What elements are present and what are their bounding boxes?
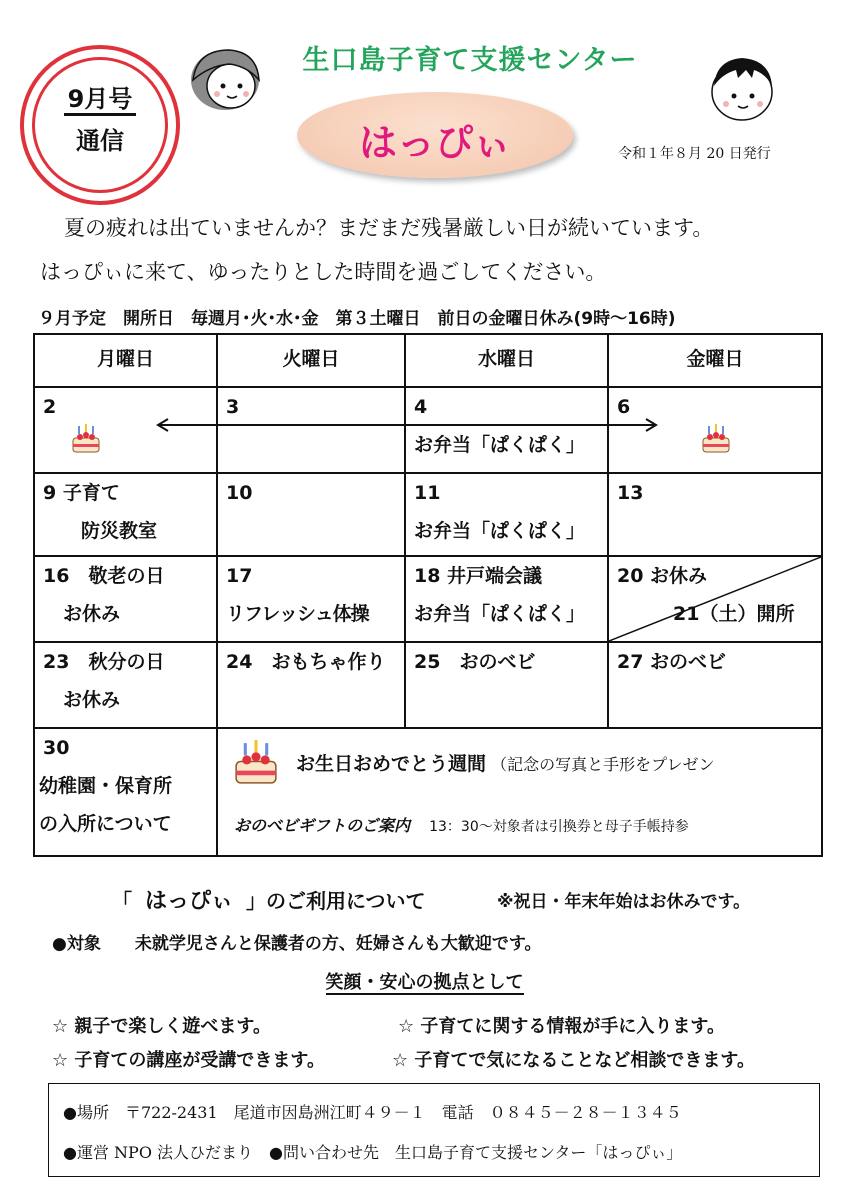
gift-info-note: 13：30～対象者は引換券と母子手帳持参 (429, 819, 689, 835)
date-label: 13 (617, 482, 644, 504)
lunch-note: お弁当「ぱくぱく」 (414, 520, 586, 542)
date-label: 23 秋分の日 (43, 651, 165, 673)
event-label: 幼稚園・保育所 (39, 775, 173, 797)
date-label: 16 敬老の日 (43, 565, 165, 587)
cell-wed-25 (405, 642, 608, 728)
lunch-note: お弁当「ぱくぱく」 (414, 603, 586, 625)
date-label: 30 (43, 737, 70, 759)
date-label: 4 (414, 396, 428, 418)
point-play: ☆ 親子で楽しく遊べます。 (52, 1016, 271, 1037)
issue-stamp (20, 45, 180, 205)
cell-tue-10 (217, 473, 405, 556)
intro-line-1: 夏の疲れは出ていませんか？まだまだ残暑厳しい日が続いています。 (64, 216, 714, 240)
issue-label: 通信 (76, 127, 124, 155)
cell-wed-18 (405, 556, 608, 642)
smile-heading: 笑顔・安心の拠点として (325, 972, 524, 993)
newsletter-title: はっぴぃ (358, 121, 511, 165)
day-header-friday: 金曜日 (608, 334, 822, 387)
birthday-cake-icon (230, 737, 282, 789)
event-label: お休み (63, 603, 121, 625)
day-header-tuesday: 火曜日 (217, 334, 405, 387)
lunch-note: お弁当「ぱくぱく」 (414, 434, 586, 456)
table-header-row (34, 334, 822, 387)
holiday-note: ※祝日・年末年始はお休みです。 (497, 892, 751, 912)
table-row (34, 642, 822, 728)
table-row (34, 473, 822, 556)
event-label: リフレッシュ体操 (226, 603, 369, 625)
point-consult: ☆ 子育てで気になることなど相談できます。 (392, 1050, 755, 1071)
operator-line: ●運営 NPO 法人ひだまり ●問い合わせ先 生口島子育て支援センター「はっぴぃ」 (63, 1143, 683, 1162)
cell-wed-11 (405, 473, 608, 556)
event-label: の入所について (39, 813, 172, 835)
cell-mon-16 (34, 556, 217, 642)
issue-date: 令和１年８月 20 日発行 (618, 146, 771, 162)
day-header-monday: 月曜日 (34, 334, 217, 387)
intro-line-2: はっぴぃに来て、ゆったりとした時間を過ごしてください。 (40, 260, 607, 284)
date-label: 3 (226, 396, 240, 418)
cell-notices (217, 728, 822, 856)
point-courses: ☆ 子育ての講座が受講できます。 (52, 1050, 325, 1071)
date-label: 11 (414, 482, 441, 504)
table-row (34, 728, 822, 856)
date-label: 27 おのべビ (617, 651, 727, 673)
contact-box (48, 1083, 820, 1177)
date-label: 10 (226, 482, 253, 504)
birthday-cake-icon (69, 422, 103, 456)
issue-month: 9月号 (64, 85, 137, 116)
date-label: 2 (43, 396, 57, 418)
cell-fri-13 (608, 473, 822, 556)
date-label: 18 井戸端会議 (414, 565, 543, 587)
table-row (34, 556, 822, 642)
cell-tue-17 (217, 556, 405, 642)
cell-tue-24 (217, 642, 405, 728)
cell-mon-30 (34, 728, 217, 856)
date-label: 9 子育て (43, 482, 120, 504)
event-label: 21（土）開所 (673, 603, 795, 625)
double-arrow-icon (156, 417, 658, 433)
boy-face-icon (702, 52, 782, 124)
date-label: 17 (226, 565, 253, 587)
point-info: ☆ 子育てに関する情報が手に入ります。 (398, 1016, 725, 1037)
birthday-week-note: （記念の写真と手形をプレゼン (491, 755, 715, 774)
usage-title-name: はっぴぃ (144, 889, 233, 914)
schedule-heading: ９月予定 開所日 毎週月･火･水･金 第３土曜日 前日の金曜日休み(9時～16時) (38, 309, 676, 329)
date-label: 6 (617, 396, 631, 418)
birthday-cake-icon (699, 422, 733, 456)
usage-title (112, 884, 426, 915)
event-label: 防災教室 (81, 520, 158, 542)
schedule-table (33, 333, 823, 857)
cell-fri-27 (608, 642, 822, 728)
day-header-wednesday: 水曜日 (405, 334, 608, 387)
cell-mon-9 (34, 473, 217, 556)
birthday-week-title: お生日おめでとう週間 (296, 753, 487, 775)
usage-title-suffix: 」のご利用について (245, 889, 426, 913)
cell-fri-20 (608, 556, 822, 642)
target-audience: ●対象 未就学児さんと保護者の方、妊婦さんも大歓迎です。 (52, 934, 542, 954)
usage-title-prefix: 「 (112, 889, 132, 913)
center-name: 生口島子育て支援センター (302, 45, 638, 76)
gift-info-title: おのべビギフトのご案内 (234, 816, 411, 835)
event-label: お休み (63, 689, 121, 711)
address-line: ●場所 〒722-2431 尾道市因島洲江町４９－１ 電話 ０８４５－２８－１３４５ (63, 1103, 682, 1122)
cell-mon-23 (34, 642, 217, 728)
date-label: 24 おもちゃ作り (226, 651, 386, 673)
date-label: 20 お休み (617, 565, 708, 587)
date-label: 25 おのべビ (414, 651, 536, 673)
